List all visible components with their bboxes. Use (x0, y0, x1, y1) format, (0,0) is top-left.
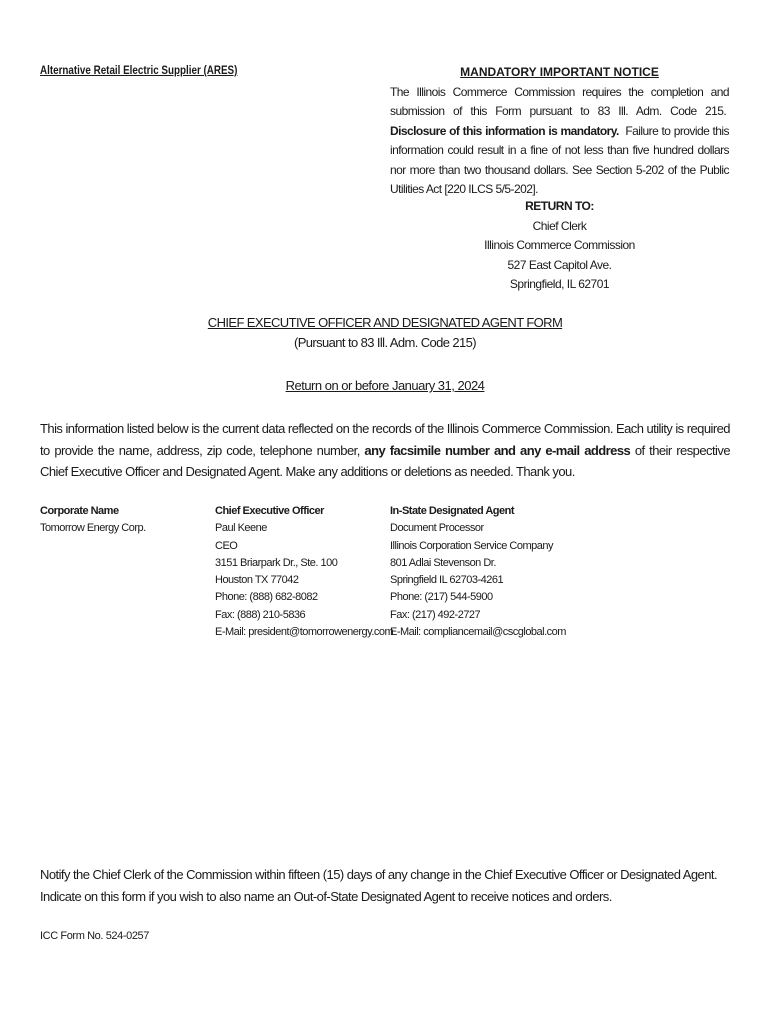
return-to-line: Illinois Commerce Commission (484, 238, 635, 252)
corporate-name-column (40, 503, 146, 538)
designated-agent-column (390, 503, 566, 641)
agent-name: Document Processor (390, 522, 484, 535)
intro-paragraph (40, 418, 730, 483)
ceo-address-street: 3151 Briarpark Dr., Ste. 100 (215, 556, 338, 569)
agent-email: E-Mail: compliancemail@cscglobal.com (390, 626, 566, 639)
agent-phone: Phone: (217) 544-5900 (390, 591, 493, 604)
return-to-line: Springfield, IL 62701 (509, 277, 610, 291)
ceo-fax: Fax: (888) 210-5836 (215, 608, 306, 621)
form-title-block (0, 313, 770, 353)
ceo-address-city: Houston TX 77042 (215, 574, 299, 587)
corporate-name-value: Tomorrow Energy Corp. (40, 522, 146, 535)
notify-note: Notify the Chief Clerk of the Commission within fifteen (15) days of any change in the Chief Executive Officer or Designated Agent. (40, 867, 718, 882)
supplier-type-heading: Alternative Retail Electric Supplier (ARES) (40, 63, 238, 77)
form-title: CHIEF EXECUTIVE OFFICER AND DESIGNATED AGENT FORM (207, 315, 563, 330)
ceo-email: E-Mail: president@tomorrowenergy.com (215, 626, 394, 639)
ceo-phone: Phone: (888) 682-8082 (215, 591, 318, 604)
ceo-column (215, 503, 393, 641)
ceo-name: Paul Keene (215, 522, 267, 535)
notice-bold-text: Disclosure of this information is mandatory. (390, 123, 619, 138)
ceo-header: Chief Executive Officer (215, 505, 324, 517)
notice-text-2: Failure to provide this information could result in a fine of not less than five hundred dollars nor more than two thousand dollars. See Section 5-202 of the Public Utilities Act [220 ILCS 5/5-202]. (390, 123, 729, 196)
agent-address-street: 801 Adlai Stevenson Dr. (390, 556, 496, 569)
corporate-name-header: Corporate Name (40, 505, 119, 517)
return-to-line: 527 East Capitol Ave. (507, 257, 612, 272)
form-number: ICC Form No. 524-0257 (40, 930, 149, 942)
agent-header: In-State Designated Agent (390, 505, 514, 517)
intro-text-2: of their respective Chief Executive Officer and Designated Agent. Make any additions or deletions as needed. Thank you. (40, 442, 731, 479)
notice-text-1: The Illinois Commerce Commission requires the completion and submission of this Form pursuant to 83 Ill. Adm. Code 215. (390, 84, 729, 118)
notes-block (40, 864, 717, 907)
return-to-line: Chief Clerk (532, 218, 587, 233)
agent-fax: Fax: (217) 492-2727 (390, 608, 481, 621)
return-to-label: RETURN TO: (525, 199, 594, 213)
ceo-title: CEO (215, 539, 238, 552)
return-to-block (390, 197, 729, 295)
mandatory-notice (390, 63, 729, 200)
return-deadline: Return on or before January 31, 2024 (285, 378, 485, 393)
agent-company: Illinois Corporation Service Company (390, 539, 553, 552)
notice-body (390, 83, 729, 200)
notice-title: MANDATORY IMPORTANT NOTICE (460, 65, 659, 79)
agent-address-city: Springfield IL 62703-4261 (390, 574, 504, 587)
form-subtitle: (Pursuant to 83 Ill. Adm. Code 215) (293, 335, 477, 350)
out-of-state-note: Indicate on this form if you wish to also name an Out-of-State Designated Agent to receive notices and orders. (40, 888, 612, 904)
intro-text-1: This information listed below is the current data reflected on the records of the Illinois Commerce Commission. Each utility is required to provide the name, address, zip code, telephone number, (40, 421, 730, 458)
intro-bold-text: any facsimile number and any e-mail address (364, 442, 631, 458)
